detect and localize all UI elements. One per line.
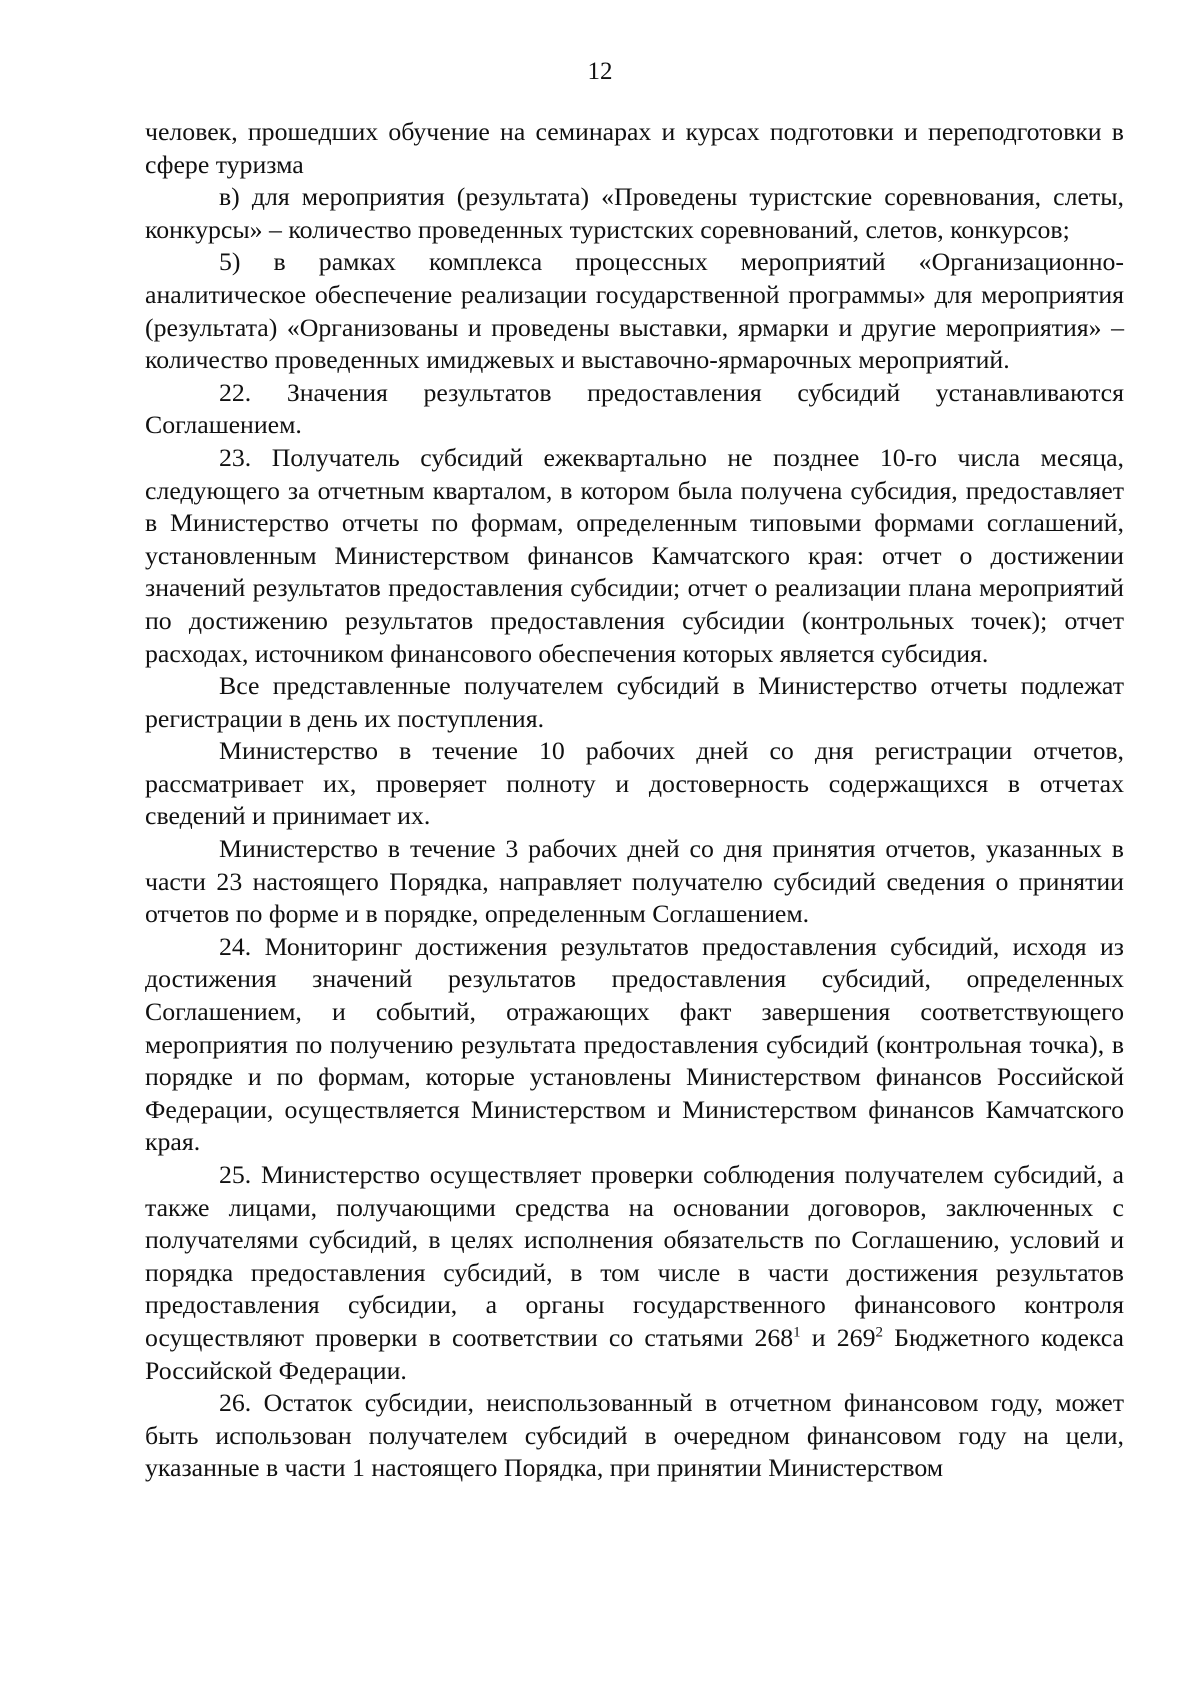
- superscript-2: 2: [875, 1324, 883, 1341]
- paragraph-item-v: в) для мероприятия (результата) «Проведены туристские соревнования, слеты, конкурсы» – количество проведенных туристских соревнований, слетов, конкурсов;: [145, 182, 1124, 244]
- paragraph-26: 26. Остаток субсидии, неиспользованный в отчетном финансовом году, может быть использован получателем субсидий в очередном финансовом году на цели, указанные в части 1 настоящего Порядка, при принятии Министерством: [145, 1388, 1124, 1483]
- paragraph-25: [145, 1159, 1124, 1387]
- paragraph-25-end: Бюджетного кодекса Российской Федерации.: [145, 1322, 1124, 1385]
- paragraph-reports-registration: Все представленные получателем субсидий в Министерство отчеты подлежат регистрации в день их поступления.: [145, 671, 1124, 733]
- document-body: [145, 116, 1124, 1485]
- paragraph-24: 24. Мониторинг достижения результатов предоставления субсидий, исходя из достижения значений результатов предоставления субсидий, определенных Соглашением, и событий, отражающих факт завершения соответствующего мероприятия по получению результата предоставления субсидий (контрольная точка), в порядке и по формам, которые установлены Министерством финансов Российской Федерации, осуществляется Министерством и Министерством финансов Камчатского края.: [145, 931, 1124, 1157]
- paragraph-reports-acceptance: Министерство в течение 3 рабочих дней со дня принятия отчетов, указанных в части 23 настоящего Порядка, направляет получателю субсидий сведения о принятии отчетов по форме и в порядке, определенным Соглашением.: [145, 834, 1124, 929]
- paragraph-reports-review: Министерство в течение 10 рабочих дней со дня регистрации отчетов, рассматривает их, проверяет полноту и достоверность содержащихся в отчетах сведений и принимает их.: [145, 736, 1124, 831]
- paragraph-25-main: 25. Министерство осуществляет проверки соблюдения получателем субсидий, а также лицами, получающими средства на основании договоров, заключенных с получателями субсидий, в целях исполнения обязательств по Соглашению, условий и порядка предоставления субсидий, в том числе в части достижения результатов предоставления субсидии, а органы государственного финансового контроля осуществляют проверки в соответствии со статьями 268: [145, 1160, 1124, 1352]
- paragraph-continuation: человек, прошедших обучение на семинарах и курсах подготовки и переподготовки в сфере туризма: [145, 117, 1124, 179]
- paragraph-22: 22. Значения результатов предоставления субсидий устанавливаются Соглашением.: [145, 377, 1124, 440]
- paragraph-item-5: 5) в рамках комплекса процессных мероприятий «Организационно-аналитическое обеспечение реализации государственной программы» для мероприятия (результата) «Организованы и проведены выставки, ярмарки и другие мероприятия» – количество проведенных имиджевых и выставочно-ярмарочных мероприятий.: [145, 247, 1124, 375]
- superscript-1: 1: [793, 1324, 801, 1341]
- page-number: 12: [587, 58, 613, 85]
- paragraph-23: 23. Получатель субсидий ежеквартально не позднее 10-го числа месяца, следующего за отчетным кварталом, в котором была получена субсидия, предоставляет в Министерство отчеты по формам, определенным типовыми формами соглашений, установленным Министерством финансов Камчатского края: отчет о достижении значений результатов предоставления субсидии; отчет о реализации плана мероприятий по достижению результатов предоставления субсидии (контрольных точек); отчет расходах, источником финансового обеспечения которых является субсидия.: [145, 442, 1124, 668]
- paragraph-25-mid: и 269: [800, 1322, 876, 1352]
